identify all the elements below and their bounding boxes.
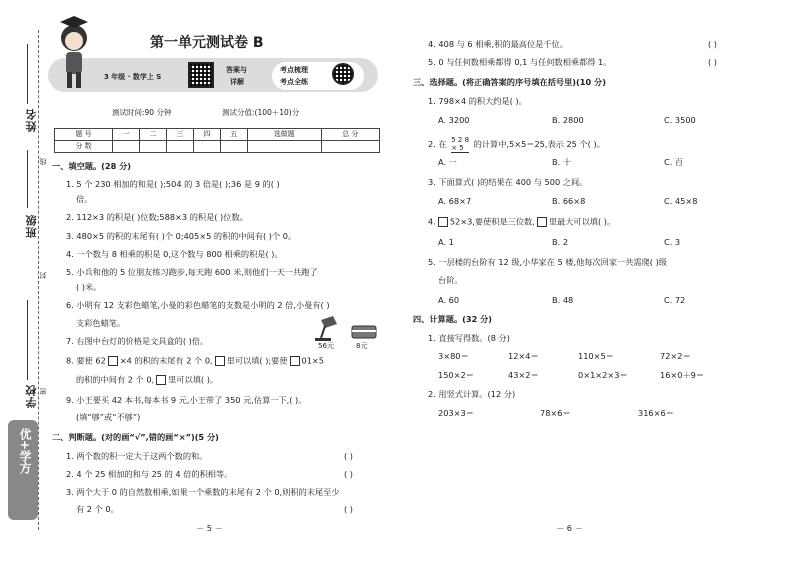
mc-q2-opt-b[interactable]: B. 十	[552, 157, 572, 167]
answer-label-2: 详解	[230, 78, 244, 86]
seal-mark-seal: 封	[39, 272, 47, 279]
school-underline	[27, 300, 28, 380]
page-number-left: － 5 －	[196, 523, 223, 533]
mc-q4-opt-b[interactable]: B. 2	[552, 237, 569, 247]
mc-q5: 5. 一层楼的台阶有 12 级,小华家在 5 楼,他每次回家一共需爬( )级	[428, 257, 667, 267]
q1-9-cont: (填“够”或“不够”)	[76, 412, 141, 422]
calc-item: 43×2＝	[508, 370, 539, 380]
mc-q2-part-b: 的计算中,5×5＝25,表示 25 个( )。	[473, 139, 605, 149]
score-cell[interactable]	[139, 141, 166, 153]
cut-line	[38, 30, 39, 530]
calc-item: 0×1×2×3＝	[578, 370, 628, 380]
tf-q1: 1. 两个数的积一定大于这两个数的和。	[66, 451, 208, 461]
vertical-top: 5 2 8	[451, 136, 470, 144]
tf-q5: 5. 0 与任何数相乘都得 0,1 与任何数相乘都得 1。	[428, 57, 612, 67]
blank-box[interactable]	[537, 217, 547, 227]
calc-item: 3×80＝	[438, 351, 469, 361]
calc-sub2: 2. 用竖式计算。(12 分)	[428, 389, 516, 399]
calc-item: 78×6＝	[540, 408, 571, 418]
school-label: 学校	[25, 384, 38, 408]
mc-q4-part-c: 里最大可以填( )。	[548, 216, 616, 227]
q1-1-cont: 倍。	[76, 194, 93, 204]
mc-q4-opt-c[interactable]: C. 3	[664, 237, 681, 247]
name-label: 姓名	[25, 108, 38, 132]
mc-q5-opt-a[interactable]: A. 60	[438, 295, 460, 305]
q1-8-part-e: 的积的中间有 2 个 0,	[76, 374, 155, 385]
tf-q4: 4. 408 与 6 相乘,积的最高位是千位。	[428, 39, 568, 49]
score-header-cell: 一	[113, 129, 140, 141]
mc-q2-part-a: 2. 在	[428, 139, 447, 149]
q1-8-cont	[76, 375, 218, 385]
score-cell[interactable]	[193, 141, 220, 153]
lamp-icon	[313, 316, 341, 342]
calc-item: 12×4＝	[508, 351, 539, 361]
q1-8	[66, 356, 324, 366]
blank-box[interactable]	[290, 356, 300, 366]
brand-logo-text: 优+学方	[18, 428, 32, 475]
test-score: 测试分值:(100＋10)分	[222, 108, 300, 117]
q1-8-part-c: 里可以填( );要使	[226, 355, 288, 366]
q1-8-part-d: 01×5	[301, 355, 325, 366]
mc-q3: 3. 下面算式( )的结果在 400 与 500 之间。	[428, 177, 588, 187]
score-header-cell: 四	[193, 129, 220, 141]
tf-answer-1[interactable]: ( )	[344, 451, 353, 461]
q1-7: 7. 右图中台灯的价格是文具盒的( )倍。	[66, 336, 209, 346]
q1-8-part-f: 里可以填( )。	[168, 374, 219, 385]
score-header-cell: 五	[220, 129, 247, 141]
score-row-label: 分 数	[55, 141, 113, 153]
mc-q2	[428, 136, 605, 153]
mc-q1-opt-b[interactable]: B. 2800	[552, 115, 584, 125]
q1-1: 1. 5 个 230 相加的和是( );504 的 3 倍是( );36 是 9 的( )	[66, 179, 280, 189]
q1-8-part-a: 8. 要使 62	[66, 355, 106, 366]
calc-item: 72×2＝	[660, 351, 691, 361]
q1-5: 5. 小兵和他的 5 位朋友练习跑步,每天跑 600 米,则他们一天一共跑了	[66, 267, 318, 277]
q1-4: 4. 一个数与 8 相乘的积是 0,这个数与 800 相乘的积是( )。	[66, 249, 283, 259]
seal-mark-secret: 密	[39, 388, 47, 395]
page-number-right: － 6 －	[556, 523, 583, 533]
mc-q2-opt-a[interactable]: A. 一	[438, 157, 457, 167]
calc-item: 150×2＝	[438, 370, 474, 380]
mc-q4	[428, 217, 615, 227]
tf-answer-3[interactable]: ( )	[344, 504, 353, 514]
blank-box[interactable]	[215, 356, 225, 366]
vertical-bottom: × 5	[451, 144, 469, 153]
score-header-cell: 题 号	[55, 129, 113, 141]
score-cell[interactable]	[321, 141, 379, 153]
mc-q5-opt-c[interactable]: C. 72	[664, 295, 686, 305]
blank-box[interactable]	[108, 356, 118, 366]
q1-3: 3. 480×5 的积的末尾有( )个 0;405×5 的积的中间有( )个 0。	[66, 231, 297, 241]
mc-q2-opt-c[interactable]: C. 百	[664, 157, 684, 167]
section1-title: 一、填空题。(28 分)	[52, 161, 132, 171]
section2-title: 二、判断题。(对的画“√”,错的画“×”)(5 分)	[52, 432, 219, 442]
mc-q1-opt-c[interactable]: C. 3500	[664, 115, 696, 125]
score-cell[interactable]	[113, 141, 140, 153]
score-cell[interactable]	[166, 141, 193, 153]
mc-q3-opt-b[interactable]: B. 66×8	[552, 196, 586, 206]
tf-q2: 2. 4 个 25 相加的和与 25 的 4 倍的积相等。	[66, 469, 233, 479]
point-label-2: 考点全练	[280, 78, 308, 86]
q1-8-part-b: ×4 的积的末尾有 2 个 0,	[119, 355, 213, 366]
tf-q3-cont: 有 2 个 0。	[76, 504, 119, 514]
score-cell[interactable]	[220, 141, 247, 153]
calc-item: 316×6＝	[638, 408, 674, 418]
grade-label: 3 年级 · 数学上 S	[104, 73, 162, 81]
page-title: 第一单元测试卷 B	[150, 35, 264, 51]
q1-6: 6. 小明有 12 支彩色蜡笔,小曼的彩色蜡笔的支数是小明的 2 倍,小曼有( )	[66, 300, 330, 310]
mc-q5-opt-b[interactable]: B. 48	[552, 295, 574, 305]
class-label: 班级	[25, 214, 38, 238]
mc-q3-opt-a[interactable]: A. 68×7	[438, 196, 472, 206]
score-table	[54, 128, 380, 153]
point-qr-code[interactable]	[332, 63, 354, 85]
score-cell[interactable]	[247, 141, 321, 153]
blank-box[interactable]	[438, 217, 448, 227]
mc-q1: 1. 798×4 的积大约是( )。	[428, 96, 527, 106]
vertical-multiplication	[451, 136, 469, 153]
score-header-cell: 三	[166, 129, 193, 141]
q1-9: 9. 小王要买 42 本书,每本书 9 元,小王带了 350 元,估算一下,( )。	[66, 395, 307, 405]
section3-title: 三、选择题。(将正确答案的序号填在括号里)(10 分)	[413, 77, 606, 87]
tf-answer-5[interactable]: ( )	[708, 57, 717, 67]
class-underline	[27, 150, 28, 208]
score-header-cell: 选做题	[247, 129, 321, 141]
test-time: 测试时间:90 分钟	[112, 108, 172, 117]
tf-answer-4[interactable]: ( )	[708, 39, 717, 49]
calc-item: 16×0＋9＝	[660, 370, 705, 380]
q1-2: 2. 112×3 的积是( )位数;588×3 的积是( )位数。	[66, 212, 248, 222]
point-label-1: 考点梳理	[280, 66, 308, 74]
q1-5-cont: ( )米。	[76, 282, 102, 292]
brand-logo	[8, 420, 38, 520]
score-header-cell: 二	[139, 129, 166, 141]
answer-label-1: 答案与	[226, 66, 247, 74]
q1-6-cont: 支彩色蜡笔。	[76, 318, 126, 328]
calc-item: 203×3＝	[438, 408, 474, 418]
lamp-price: 56元	[318, 342, 334, 350]
pencil-case-icon	[350, 322, 378, 340]
calc-item: 110×5＝	[578, 351, 614, 361]
section4-title: 四、计算题。(32 分)	[413, 314, 493, 324]
tf-q3: 3. 两个大于 0 的自然数相乘,如果一个乘数的末尾有 2 个 0,则积的末尾至少	[66, 487, 340, 497]
tf-answer-2[interactable]: ( )	[344, 469, 353, 479]
mc-q4-part-b: 52×3,要使积是三位数,	[449, 216, 535, 227]
score-table-header-row	[55, 129, 380, 141]
score-header-cell: 总 分	[321, 129, 379, 141]
seal-mark-line: 线	[39, 158, 47, 165]
name-underline	[27, 44, 28, 104]
answer-qr-code[interactable]	[188, 62, 214, 88]
mc-q4-opt-a[interactable]: A. 1	[438, 237, 454, 247]
score-table-row	[55, 141, 380, 153]
calc-sub1: 1. 直接写得数。(8 分)	[428, 333, 510, 343]
blank-box[interactable]	[156, 375, 166, 385]
girl-mascot-icon	[52, 16, 96, 94]
mc-q1-opt-a[interactable]: A. 3200	[438, 115, 470, 125]
mc-q4-part-a: 4.	[428, 216, 436, 227]
mc-q5-cont: 台阶。	[438, 275, 463, 285]
mc-q3-opt-c[interactable]: C. 45×8	[664, 196, 698, 206]
case-price: 8元	[356, 342, 368, 350]
